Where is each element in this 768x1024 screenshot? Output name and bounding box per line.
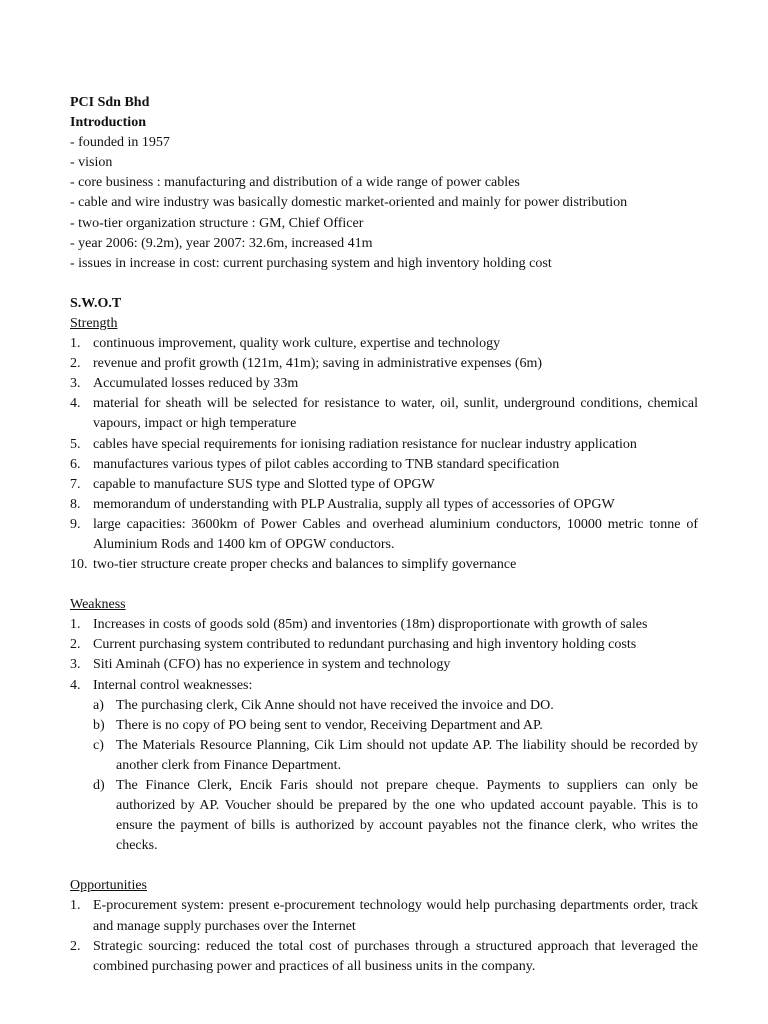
strength-list xyxy=(70,334,698,575)
weakness-subitem xyxy=(70,736,698,776)
strength-item xyxy=(70,515,698,555)
item-number: 1. xyxy=(70,336,81,352)
spacer xyxy=(70,856,698,876)
item-text: capable to manufacture SUS type and Slotted type of OPGW xyxy=(93,476,435,492)
strength-item xyxy=(70,435,698,455)
item-number: 3. xyxy=(70,376,81,392)
item-text: Siti Aminah (CFO) has no experience in system and technology xyxy=(93,657,451,673)
company-title: PCI Sdn Bhd xyxy=(70,95,150,110)
item-text: E-procurement system: present e-procurement technology would help purchasing departments order, track and manage supply purchases over the Internet xyxy=(93,898,698,934)
weakness-subitem xyxy=(70,776,698,856)
item-number: 2. xyxy=(70,938,81,954)
weakness-item xyxy=(70,655,698,675)
intro-point: - vision xyxy=(70,155,113,171)
item-number: 4. xyxy=(70,396,81,412)
intro-point: - issues in increase in cost: current purchasing system and high inventory holding cost xyxy=(70,255,552,271)
spacer xyxy=(70,575,698,595)
strength-item xyxy=(70,374,698,394)
subitem-text: The purchasing clerk, Cik Anne should not have received the invoice and DO. xyxy=(116,697,554,713)
intro-point: - two-tier organization structure : GM, Chief Officer xyxy=(70,215,364,231)
strength-item xyxy=(70,555,698,575)
weakness-item xyxy=(70,676,698,696)
item-number: 2. xyxy=(70,356,81,372)
item-number: 3. xyxy=(70,657,81,673)
introduction-points xyxy=(70,133,698,274)
strength-item xyxy=(70,394,698,434)
subitem-letter: b) xyxy=(93,717,105,733)
strength-heading: Strength xyxy=(70,315,118,331)
intro-point: - cable and wire industry was basically domestic market-oriented and mainly for power distribution xyxy=(70,195,628,211)
item-number: 7. xyxy=(70,476,81,492)
introduction-heading: Introduction xyxy=(70,115,146,131)
weakness-subitem xyxy=(70,716,698,736)
item-text: continuous improvement, quality work culture, expertise and technology xyxy=(93,336,501,352)
subitem-text: The Materials Resource Planning, Cik Lim should not update AP. The liability should be recorded by another clerk from Finance Department. xyxy=(116,737,698,773)
subitem-text: The Finance Clerk, Encik Faris should not prepare cheque. Payments to suppliers can only be authorized by AP. Voucher should be prepared by the one who updated account payable. This is to ensure the payment of bills is authorized by account payables not the finance clerk, who writes the checks. xyxy=(116,778,698,854)
opportunities-heading: Opportunities xyxy=(70,878,147,894)
intro-point: - year 2006: (9.2m), year 2007: 32.6m, increased 41m xyxy=(70,235,373,251)
opportunities-list xyxy=(70,896,698,976)
weakness-item xyxy=(70,635,698,655)
strength-item xyxy=(70,354,698,374)
item-number: 1. xyxy=(70,617,81,633)
item-text: revenue and profit growth (121m, 41m); saving in administrative expenses (6m) xyxy=(93,356,543,372)
item-text: cables have special requirements for ionising radiation resistance for nuclear industry application xyxy=(93,436,637,452)
intro-point: - core business : manufacturing and distribution of a wide range of power cables xyxy=(70,175,520,191)
weakness-item xyxy=(70,615,698,635)
item-text: Internal control weaknesses: xyxy=(93,677,253,693)
item-text: Strategic sourcing: reduced the total cost of purchases through a structured approach that leveraged the combined purchasing power and practices of all business units in the company. xyxy=(93,938,698,974)
subitem-letter: d) xyxy=(93,778,105,793)
item-number: 6. xyxy=(70,456,81,472)
item-number: 1. xyxy=(70,898,81,914)
internal-control-sublist xyxy=(70,696,698,857)
strength-item xyxy=(70,334,698,354)
opportunity-item xyxy=(70,937,698,977)
subitem-letter: a) xyxy=(93,697,104,713)
item-text: large capacities: 3600km of Power Cables and overhead aluminium conductors, 10000 metric tonne of Aluminium Rods and 1400 km of OPGW conductors. xyxy=(93,516,698,552)
spacer xyxy=(70,274,698,294)
item-number: 8. xyxy=(70,496,81,512)
weakness-heading: Weakness xyxy=(70,597,126,613)
item-number: 9. xyxy=(70,516,81,532)
weakness-list xyxy=(70,615,698,695)
strength-item xyxy=(70,455,698,475)
item-number: 4. xyxy=(70,677,81,693)
item-text: material for sheath will be selected for resistance to water, oil, sunlit, underground conditions, chemical vapours, impact or high temperature xyxy=(93,396,698,432)
item-text: Current purchasing system contributed to redundant purchasing and high inventory holding costs xyxy=(93,637,637,653)
subitem-letter: c) xyxy=(93,737,104,753)
item-number: 10. xyxy=(70,557,88,573)
subitem-text: There is no copy of PO being sent to vendor, Receiving Department and AP. xyxy=(116,717,543,733)
document-body xyxy=(70,93,698,977)
strength-item xyxy=(70,475,698,495)
item-number: 5. xyxy=(70,436,81,452)
item-text: two-tier structure create proper checks and balances to simplify governance xyxy=(93,557,517,573)
item-text: memorandum of understanding with PLP Australia, supply all types of accessories of OPGW xyxy=(93,496,615,512)
swot-heading: S.W.O.T xyxy=(70,295,122,311)
strength-item xyxy=(70,495,698,515)
item-text: Increases in costs of goods sold (85m) and inventories (18m) disproportionate with growth of sales xyxy=(93,617,648,633)
intro-point: - founded in 1957 xyxy=(70,135,170,151)
item-text: Accumulated losses reduced by 33m xyxy=(93,376,299,392)
item-number: 2. xyxy=(70,637,81,653)
weakness-subitem xyxy=(70,696,698,716)
opportunity-item xyxy=(70,896,698,936)
item-text: manufactures various types of pilot cables according to TNB standard specification xyxy=(93,456,560,472)
